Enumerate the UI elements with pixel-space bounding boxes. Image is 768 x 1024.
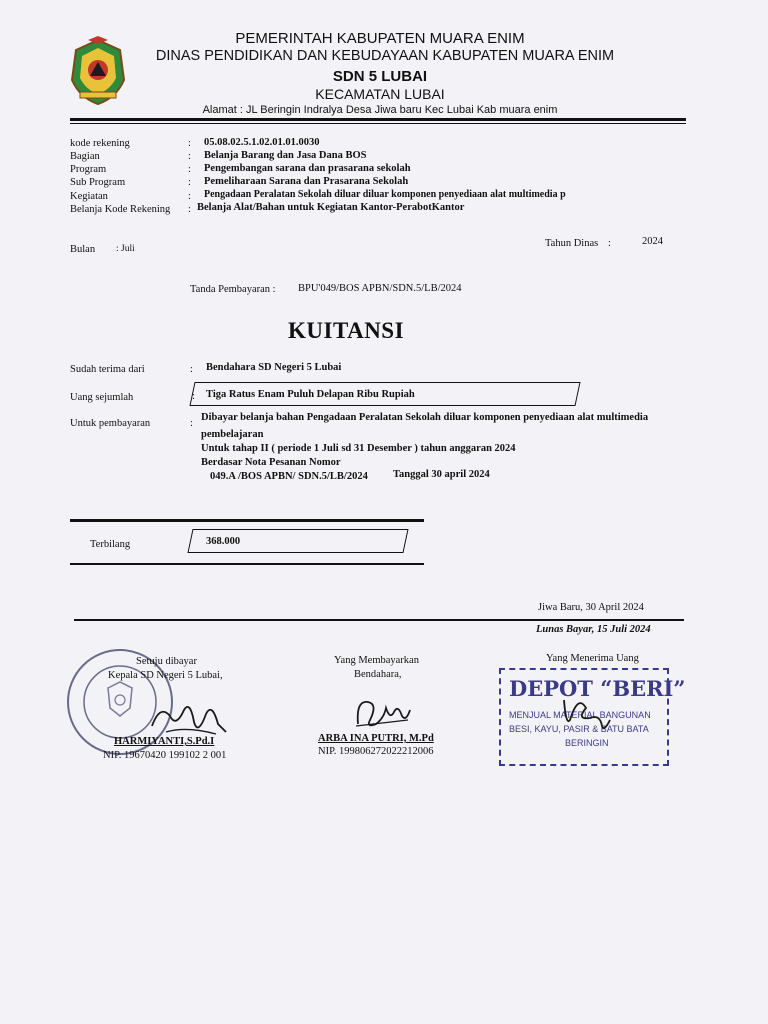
approver-nip: NIP. 19670420 199102 2 001	[103, 750, 227, 761]
header-rule-thin	[70, 123, 686, 124]
year-label: Tahun Dinas	[545, 238, 599, 249]
payment-mark-label: Tanda Pembayaran :	[190, 284, 276, 295]
year-value: 2024	[642, 236, 663, 247]
purpose-line: pembelajaran	[201, 429, 264, 440]
district-name: KECAMATAN LUBAI	[315, 86, 445, 102]
colon: :	[188, 177, 191, 188]
approver-line1: Setuju dibayar	[136, 656, 197, 667]
payer-line2: Bendahara,	[354, 669, 402, 680]
budget-value: Pengadaan Peralatan Sekolah diluar diluar komponen penyediaan alat multimedia p	[204, 189, 566, 200]
stamp-title: DEPOT “BERI”	[509, 676, 686, 701]
budget-label: kode rekening	[70, 138, 130, 149]
purpose-line: Untuk tahap II ( periode 1 Juli sd 31 Desember ) tahun anggaran 2024	[201, 443, 516, 454]
approver-name: HARMIYANTI,S.Pd.I	[114, 736, 215, 747]
colon: :	[608, 238, 611, 249]
budget-label: Sub Program	[70, 177, 126, 188]
budget-label: Bagian	[70, 151, 100, 162]
stamp-line: BESI, KAYU, PASIR & BATU BATA	[509, 724, 649, 734]
payer-signature-icon	[350, 690, 414, 732]
approver-line2: Kepala SD Negeri 5 Lubai,	[108, 670, 223, 681]
budget-value: Pemeliharaan Sarana dan Prasarana Sekolah	[204, 176, 409, 187]
payer-line1: Yang Membayarkan	[334, 655, 419, 666]
amount-label: Uang sejumlah	[70, 392, 134, 403]
payment-mark-value: BPU'049/BOS APBN/SDN.5/LB/2024	[298, 283, 462, 294]
colon: :	[188, 191, 191, 202]
amount-figure: 368.000	[206, 536, 241, 547]
amount-words: Tiga Ratus Enam Puluh Delapan Ribu Rupiah	[206, 389, 415, 400]
received-from-label: Sudah terima dari	[70, 364, 145, 375]
budget-value: Pengembangan sarana dan prasarana sekolah	[204, 163, 411, 174]
received-from-value: Bendahara SD Negeri 5 Lubai	[206, 362, 342, 373]
colon: :	[188, 138, 191, 149]
colon: :	[190, 418, 193, 429]
colon: :	[190, 364, 193, 375]
order-number: 049.A /BOS APBN/ SDN.5/LB/2024	[210, 471, 368, 482]
colon: :	[188, 204, 191, 215]
order-date: Tanggal 30 april 2024	[393, 469, 490, 480]
budget-value: 05.08.02.5.1.02.01.01.0030	[204, 137, 320, 148]
regency-crest-icon	[66, 36, 130, 108]
stamp-line: MENJUAL MATERIAL BANGUNAN	[509, 710, 651, 720]
colon: :	[188, 164, 191, 175]
amount-rule-bottom	[70, 563, 424, 565]
purpose-line: Berdasar Nota Pesanan Nomor	[201, 457, 341, 468]
stamp-line: BERINGIN	[565, 738, 609, 748]
amount-rule-top	[70, 519, 424, 522]
school-address: Alamat : JL Beringin Indralya Desa Jiwa baru Kec Lubai Kab muara enim	[202, 104, 558, 116]
document-title: KUITANSI	[288, 318, 405, 343]
month-value: : Juli	[116, 244, 135, 254]
budget-value: Belanja Alat/Bahan untuk Kegiatan Kantor-PerabotKantor	[197, 202, 465, 213]
colon: :	[192, 391, 195, 402]
receiver-signature-icon	[556, 690, 616, 734]
budget-label: Belanja Kode Rekening	[70, 204, 171, 215]
receiver-line1: Yang Menerima Uang	[546, 653, 639, 664]
place-date: Jiwa Baru, 30 April 2024	[538, 602, 644, 613]
month-label: Bulan	[70, 244, 96, 255]
payer-nip: NIP. 199806272022212006	[318, 746, 434, 757]
header-line2: DINAS PENDIDIKAN DAN KEBUDAYAAN KABUPATEN MUARA ENIM	[155, 48, 615, 64]
budget-label: Program	[70, 164, 107, 175]
budget-label: Kegiatan	[70, 191, 108, 202]
amount-figure-label: Terbilang	[90, 539, 131, 550]
approver-signature-icon	[146, 696, 236, 740]
payer-name: ARBA INA PUTRI, M.Pd	[318, 733, 434, 744]
purpose-label: Untuk pembayaran	[70, 418, 151, 429]
school-name: SDN 5 LUBAI	[332, 68, 428, 85]
colon: :	[188, 151, 191, 162]
header-line1: PEMERINTAH KABUPATEN MUARA ENIM	[235, 30, 525, 47]
header-rule-thick	[70, 118, 686, 121]
budget-value: Belanja Barang dan Jasa Dana BOS	[204, 150, 367, 161]
footer-rule	[74, 619, 684, 621]
purpose-line: Dibayar belanja bahan Pengadaan Peralatan Sekolah diluar komponen penyediaan alat multimedia	[201, 412, 649, 423]
paid-note: Lunas Bayar, 15 Juli 2024	[536, 624, 651, 635]
